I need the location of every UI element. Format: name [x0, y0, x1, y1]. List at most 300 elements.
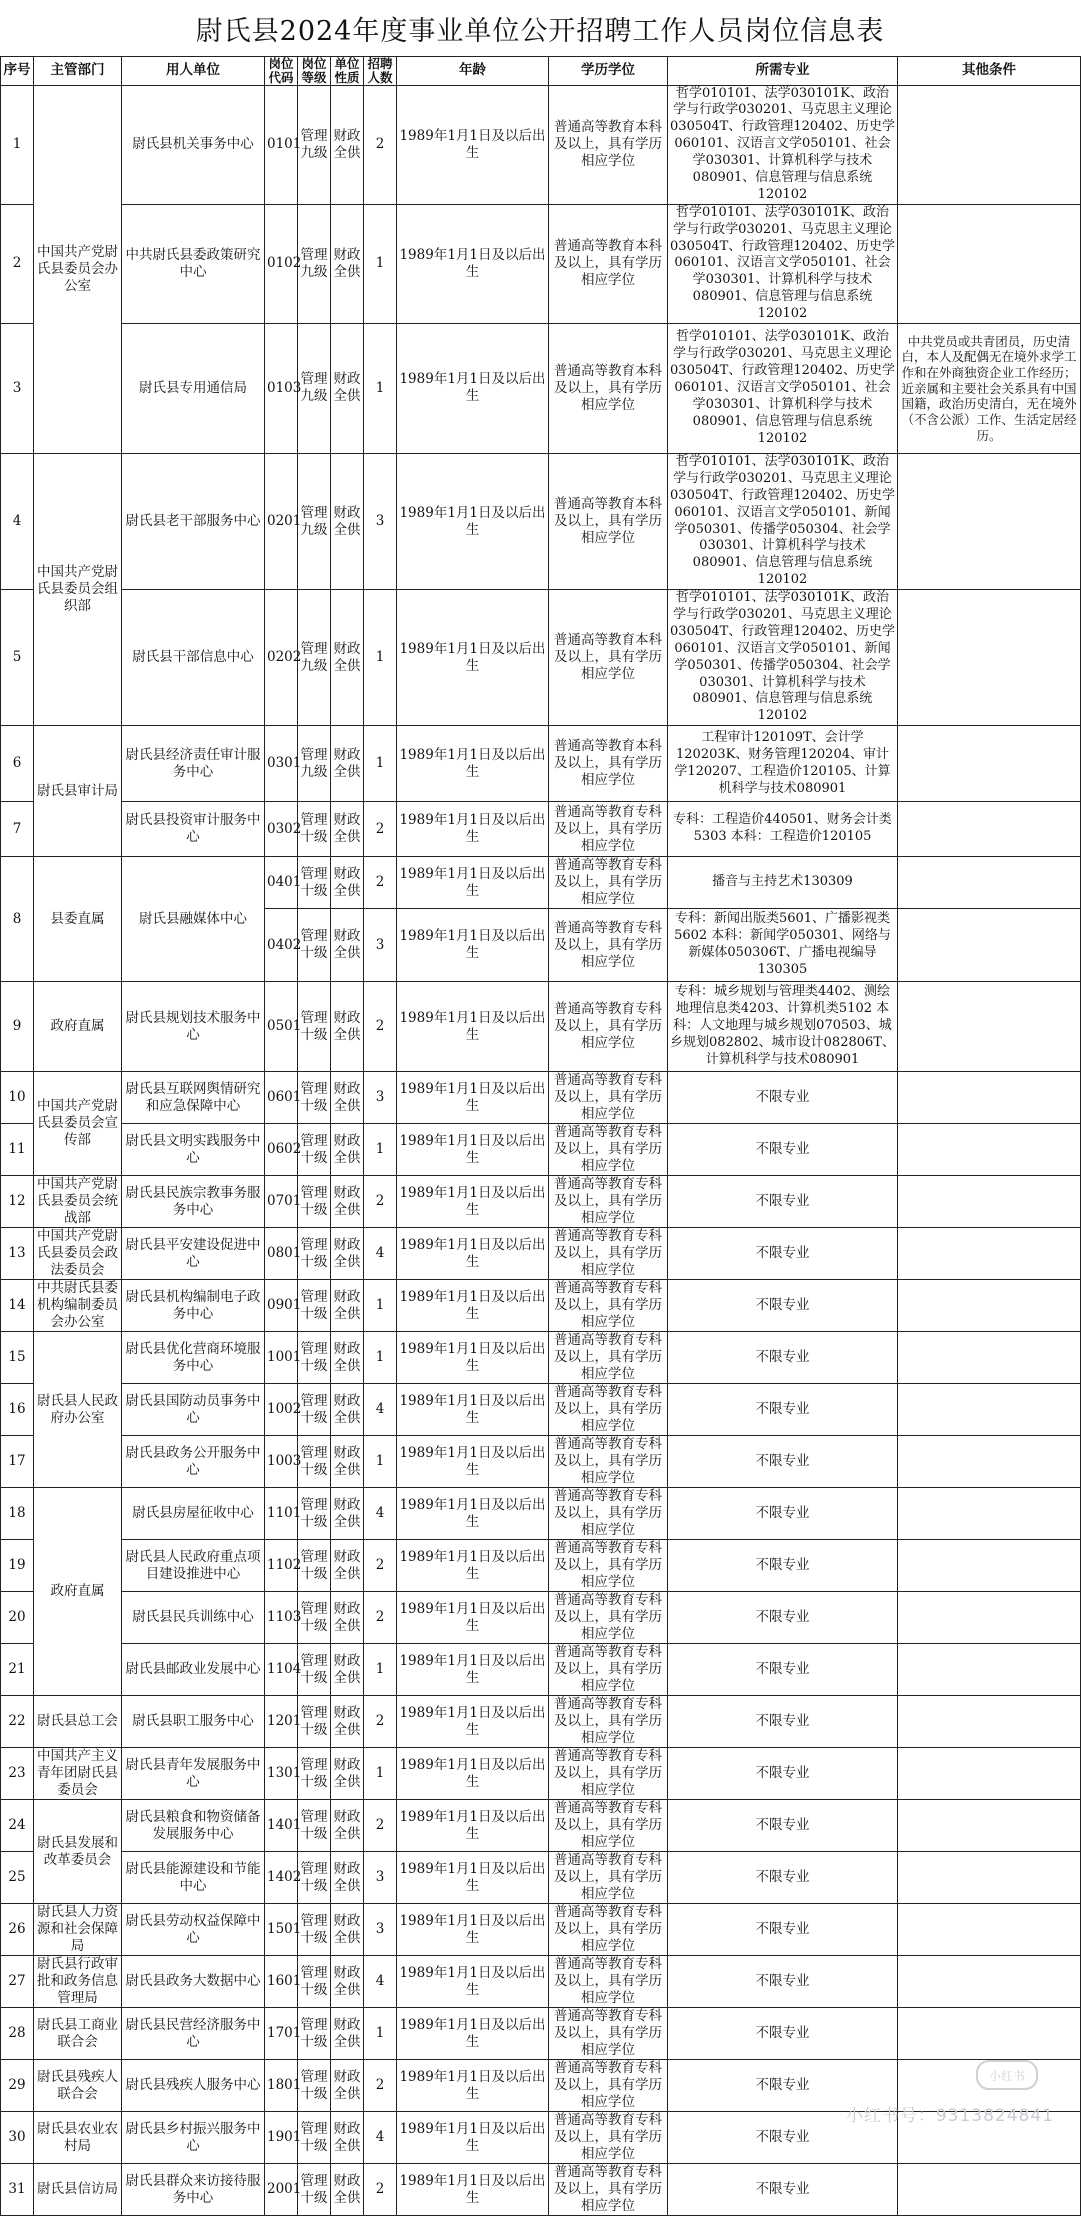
cell-no: 20 [1, 1592, 34, 1644]
cell-level: 管理十级 [298, 802, 331, 857]
cell-count: 2 [364, 857, 397, 909]
cell-code: 1103 [265, 1592, 298, 1644]
cell-code: 1701 [265, 2008, 298, 2060]
cell-no: 1 [1, 85, 34, 204]
cell-count: 2 [364, 982, 397, 1072]
cell-level: 管理十级 [298, 1228, 331, 1280]
cell-nature: 财政全供 [331, 1748, 364, 1800]
cell-code: 0801 [265, 1228, 298, 1280]
cell-other [898, 909, 1081, 982]
cell-nature: 财政全供 [331, 857, 364, 909]
cell-code: 0102 [265, 204, 298, 323]
cell-nature: 财政全供 [331, 909, 364, 982]
cell-dept: 尉氏县人力资源和社会保障局 [34, 1904, 122, 1956]
cell-code: 0501 [265, 982, 298, 1072]
cell-major: 专科：城乡规划与管理类4402、测绘地理信息类4203、计算机类5102 本科：人文地理与城乡规划070503、城乡规划082802、城市设计082806T、计算机科学与技术080901 [668, 982, 898, 1072]
watermark-id: 小红书号：9313824841 [845, 2106, 1054, 2126]
cell-other [898, 2164, 1081, 2216]
cell-unit: 尉氏县职工服务中心 [122, 1696, 265, 1748]
table-row [1, 802, 1081, 857]
cell-no: 4 [1, 453, 34, 589]
cell-unit: 尉氏县机构编制电子政务中心 [122, 1280, 265, 1332]
cell-major: 不限专业 [668, 1436, 898, 1488]
cell-edu: 普通高等教育专科及以上，具有学历相应学位 [549, 1436, 668, 1488]
cell-other [898, 1852, 1081, 1904]
cell-dept: 尉氏县工商业联合会 [34, 2008, 122, 2060]
cell-count: 2 [364, 1696, 397, 1748]
cell-edu: 普通高等教育专科及以上，具有学历相应学位 [549, 2008, 668, 2060]
cell-level: 管理十级 [298, 1696, 331, 1748]
cell-age: 1989年1月1日及以后出生 [397, 1072, 549, 1124]
cell-code: 1301 [265, 1748, 298, 1800]
cell-other [898, 1748, 1081, 1800]
cell-no: 10 [1, 1072, 34, 1124]
cell-unit: 尉氏县文明实践服务中心 [122, 1124, 265, 1176]
cell-edu: 普通高等教育专科及以上，具有学历相应学位 [549, 1644, 668, 1696]
cell-level: 管理十级 [298, 1332, 331, 1384]
cell-dept: 尉氏县总工会 [34, 1696, 122, 1748]
cell-other [898, 1124, 1081, 1176]
cell-age: 1989年1月1日及以后出生 [397, 1228, 549, 1280]
cell-no: 5 [1, 590, 34, 726]
cell-code: 1201 [265, 1696, 298, 1748]
table-row [1, 1904, 1081, 1956]
cell-dept: 中国共产党尉氏县委员会组织部 [34, 453, 122, 725]
cell-nature: 财政全供 [331, 1176, 364, 1228]
cell-age: 1989年1月1日及以后出生 [397, 1436, 549, 1488]
cell-count: 1 [364, 1280, 397, 1332]
cell-nature: 财政全供 [331, 1956, 364, 2008]
cell-level: 管理十级 [298, 1956, 331, 2008]
cell-count: 3 [364, 453, 397, 589]
cell-count: 3 [364, 1072, 397, 1124]
table-row [1, 857, 1081, 909]
cell-major: 不限专业 [668, 1644, 898, 1696]
cell-code: 1901 [265, 2112, 298, 2164]
cell-level: 管理十级 [298, 857, 331, 909]
cell-no: 7 [1, 802, 34, 857]
cell-edu: 普通高等教育专科及以上，具有学历相应学位 [549, 1748, 668, 1800]
table-row [1, 1072, 1081, 1124]
cell-no: 6 [1, 726, 34, 802]
cell-edu: 普通高等教育专科及以上，具有学历相应学位 [549, 1124, 668, 1176]
cell-dept: 尉氏县人民政府办公室 [34, 1332, 122, 1488]
cell-age: 1989年1月1日及以后出生 [397, 1696, 549, 1748]
cell-level: 管理十级 [298, 1748, 331, 1800]
cell-major: 不限专业 [668, 1800, 898, 1852]
table-row [1, 1280, 1081, 1332]
cell-no: 12 [1, 1176, 34, 1228]
cell-unit: 中共尉氏县委政策研究中心 [122, 204, 265, 323]
cell-age: 1989年1月1日及以后出生 [397, 1176, 549, 1228]
cell-no: 26 [1, 1904, 34, 1956]
cell-count: 1 [364, 204, 397, 323]
cell-age: 1989年1月1日及以后出生 [397, 453, 549, 589]
cell-dept: 政府直属 [34, 982, 122, 1072]
cell-major: 不限专业 [668, 1124, 898, 1176]
table-row [1, 204, 1081, 323]
cell-count: 2 [364, 1540, 397, 1592]
cell-unit: 尉氏县专用通信局 [122, 323, 265, 453]
cell-age: 1989年1月1日及以后出生 [397, 802, 549, 857]
job-table-container [0, 56, 1080, 2215]
cell-no: 28 [1, 2008, 34, 2060]
cell-no: 25 [1, 1852, 34, 1904]
cell-level: 管理九级 [298, 590, 331, 726]
cell-edu: 普通高等教育专科及以上，具有学历相应学位 [549, 1072, 668, 1124]
cell-dept: 中国共产党尉氏县委员会政法委员会 [34, 1228, 122, 1280]
cell-code: 0301 [265, 726, 298, 802]
job-table [0, 56, 1081, 2216]
cell-unit: 尉氏县干部信息中心 [122, 590, 265, 726]
header-nature: 单位性质 [331, 57, 364, 86]
table-row [1, 1540, 1081, 1592]
cell-code: 1101 [265, 1488, 298, 1540]
cell-count: 1 [364, 726, 397, 802]
cell-level: 管理十级 [298, 1072, 331, 1124]
cell-count: 1 [364, 1332, 397, 1384]
cell-age: 1989年1月1日及以后出生 [397, 204, 549, 323]
cell-major: 不限专业 [668, 2008, 898, 2060]
cell-dept: 县委直属 [34, 857, 122, 982]
cell-no: 11 [1, 1124, 34, 1176]
cell-edu: 普通高等教育专科及以上，具有学历相应学位 [549, 982, 668, 1072]
cell-count: 3 [364, 1852, 397, 1904]
cell-no: 15 [1, 1332, 34, 1384]
cell-level: 管理十级 [298, 1592, 331, 1644]
cell-no: 24 [1, 1800, 34, 1852]
cell-no: 3 [1, 323, 34, 453]
cell-age: 1989年1月1日及以后出生 [397, 1904, 549, 1956]
cell-other [898, 726, 1081, 802]
cell-level: 管理十级 [298, 1124, 331, 1176]
header-code: 岗位代码 [265, 57, 298, 86]
cell-no: 17 [1, 1436, 34, 1488]
cell-code: 1501 [265, 1904, 298, 1956]
cell-unit: 尉氏县政务公开服务中心 [122, 1436, 265, 1488]
cell-edu: 普通高等教育本科及以上，具有学历相应学位 [549, 590, 668, 726]
cell-no: 13 [1, 1228, 34, 1280]
cell-nature: 财政全供 [331, 1488, 364, 1540]
header-edu: 学历学位 [549, 57, 668, 86]
cell-level: 管理十级 [298, 1904, 331, 1956]
cell-edu: 普通高等教育本科及以上，具有学历相应学位 [549, 85, 668, 204]
cell-other [898, 1436, 1081, 1488]
cell-unit: 尉氏县国防动员事务中心 [122, 1384, 265, 1436]
cell-level: 管理十级 [298, 1488, 331, 1540]
cell-other [898, 1592, 1081, 1644]
cell-edu: 普通高等教育专科及以上，具有学历相应学位 [549, 2164, 668, 2216]
cell-dept: 政府直属 [34, 1488, 122, 1696]
table-row [1, 1748, 1081, 1800]
cell-edu: 普通高等教育专科及以上，具有学历相应学位 [549, 1956, 668, 2008]
cell-code: 0302 [265, 802, 298, 857]
cell-other [898, 1384, 1081, 1436]
cell-level: 管理九级 [298, 453, 331, 589]
cell-code: 1104 [265, 1644, 298, 1696]
table-row [1, 982, 1081, 1072]
cell-level: 管理十级 [298, 1644, 331, 1696]
cell-no: 16 [1, 1384, 34, 1436]
cell-age: 1989年1月1日及以后出生 [397, 85, 549, 204]
header-count: 招聘人数 [364, 57, 397, 86]
table-row [1, 1124, 1081, 1176]
cell-nature: 财政全供 [331, 2060, 364, 2112]
header-row [1, 57, 1081, 86]
cell-major: 不限专业 [668, 1540, 898, 1592]
cell-code: 0701 [265, 1176, 298, 1228]
cell-age: 1989年1月1日及以后出生 [397, 726, 549, 802]
cell-dept: 中国共产党尉氏县委员会统战部 [34, 1176, 122, 1228]
cell-edu: 普通高等教育专科及以上，具有学历相应学位 [549, 1332, 668, 1384]
cell-code: 0103 [265, 323, 298, 453]
cell-nature: 财政全供 [331, 85, 364, 204]
cell-edu: 普通高等教育专科及以上，具有学历相应学位 [549, 1852, 668, 1904]
cell-age: 1989年1月1日及以后出生 [397, 323, 549, 453]
cell-count: 2 [364, 1176, 397, 1228]
cell-unit: 尉氏县乡村振兴服务中心 [122, 2112, 265, 2164]
cell-count: 3 [364, 909, 397, 982]
cell-code: 0601 [265, 1072, 298, 1124]
cell-no: 22 [1, 1696, 34, 1748]
cell-major: 不限专业 [668, 1748, 898, 1800]
table-row [1, 453, 1081, 589]
cell-nature: 财政全供 [331, 590, 364, 726]
cell-major: 播音与主持艺术130309 [668, 857, 898, 909]
cell-major: 不限专业 [668, 1384, 898, 1436]
cell-nature: 财政全供 [331, 1124, 364, 1176]
cell-other [898, 2008, 1081, 2060]
cell-other [898, 85, 1081, 204]
cell-nature: 财政全供 [331, 1332, 364, 1384]
cell-no: 21 [1, 1644, 34, 1696]
cell-major: 哲学010101、法学030101K、政治学与行政学030201、马克思主义理论030504T、行政管理120402、历史学060101、汉语言文学050101、新闻学050301、传播学050304、社会学030301、计算机科学与技术080901、信息管理与信息系统120102 [668, 590, 898, 726]
cell-unit: 尉氏县经济责任审计服务中心 [122, 726, 265, 802]
cell-major: 不限专业 [668, 2060, 898, 2112]
cell-nature: 财政全供 [331, 1644, 364, 1696]
cell-count: 1 [364, 1124, 397, 1176]
cell-major: 不限专业 [668, 1488, 898, 1540]
cell-other [898, 1332, 1081, 1384]
cell-unit: 尉氏县规划技术服务中心 [122, 982, 265, 1072]
cell-age: 1989年1月1日及以后出生 [397, 1800, 549, 1852]
cell-level: 管理九级 [298, 323, 331, 453]
cell-unit: 尉氏县粮食和物资储备发展服务中心 [122, 1800, 265, 1852]
cell-level: 管理十级 [298, 2008, 331, 2060]
cell-edu: 普通高等教育专科及以上，具有学历相应学位 [549, 1176, 668, 1228]
cell-age: 1989年1月1日及以后出生 [397, 1488, 549, 1540]
cell-age: 1989年1月1日及以后出生 [397, 1280, 549, 1332]
cell-level: 管理十级 [298, 1852, 331, 1904]
cell-major: 不限专业 [668, 1332, 898, 1384]
cell-nature: 财政全供 [331, 1800, 364, 1852]
cell-nature: 财政全供 [331, 1904, 364, 1956]
cell-other [898, 1800, 1081, 1852]
cell-level: 管理九级 [298, 726, 331, 802]
cell-code: 1001 [265, 1332, 298, 1384]
cell-major: 专科：工程造价440501、财务会计类5303 本科：工程造价120105 [668, 802, 898, 857]
cell-level: 管理十级 [298, 2060, 331, 2112]
cell-other [898, 1280, 1081, 1332]
cell-age: 1989年1月1日及以后出生 [397, 590, 549, 726]
cell-major: 哲学010101、法学030101K、政治学与行政学030201、马克思主义理论030504T、行政管理120402、历史学060101、汉语言文学050101、社会学030301、计算机科学与技术080901、信息管理与信息系统120102 [668, 204, 898, 323]
cell-age: 1989年1月1日及以后出生 [397, 1956, 549, 2008]
cell-code: 1402 [265, 1852, 298, 1904]
table-row [1, 85, 1081, 204]
cell-other [898, 1488, 1081, 1540]
cell-major: 哲学010101、法学030101K、政治学与行政学030201、马克思主义理论030504T、行政管理120402、历史学060101、汉语言文学050101、社会学030301、计算机科学与技术080901、信息管理与信息系统120102 [668, 85, 898, 204]
cell-code: 1003 [265, 1436, 298, 1488]
cell-age: 1989年1月1日及以后出生 [397, 2112, 549, 2164]
cell-count: 1 [364, 2008, 397, 2060]
cell-edu: 普通高等教育专科及以上，具有学历相应学位 [549, 1280, 668, 1332]
cell-other [898, 1072, 1081, 1124]
cell-other [898, 1176, 1081, 1228]
table-row [1, 1488, 1081, 1540]
cell-count: 4 [364, 2112, 397, 2164]
cell-edu: 普通高等教育专科及以上，具有学历相应学位 [549, 2060, 668, 2112]
cell-unit: 尉氏县能源建设和节能中心 [122, 1852, 265, 1904]
table-row [1, 1800, 1081, 1852]
cell-unit: 尉氏县平安建设促进中心 [122, 1228, 265, 1280]
cell-edu: 普通高等教育专科及以上，具有学历相应学位 [549, 1384, 668, 1436]
cell-unit: 尉氏县政务大数据中心 [122, 1956, 265, 2008]
cell-unit: 尉氏县残疾人服务中心 [122, 2060, 265, 2112]
table-row [1, 323, 1081, 453]
table-row [1, 1384, 1081, 1436]
cell-unit: 尉氏县互联网舆情研究和应急保障中心 [122, 1072, 265, 1124]
cell-edu: 普通高等教育本科及以上，具有学历相应学位 [549, 323, 668, 453]
cell-count: 2 [364, 1592, 397, 1644]
cell-other [898, 453, 1081, 589]
cell-major: 不限专业 [668, 2112, 898, 2164]
cell-edu: 普通高等教育专科及以上，具有学历相应学位 [549, 1904, 668, 1956]
cell-dept: 中国共产主义青年团尉氏县委员会 [34, 1748, 122, 1800]
cell-age: 1989年1月1日及以后出生 [397, 1124, 549, 1176]
cell-level: 管理十级 [298, 982, 331, 1072]
cell-count: 3 [364, 1904, 397, 1956]
cell-level: 管理十级 [298, 1540, 331, 1592]
cell-edu: 普通高等教育专科及以上，具有学历相应学位 [549, 1228, 668, 1280]
header-major: 所需专业 [668, 57, 898, 86]
cell-other [898, 802, 1081, 857]
cell-nature: 财政全供 [331, 1280, 364, 1332]
cell-age: 1989年1月1日及以后出生 [397, 1748, 549, 1800]
cell-unit: 尉氏县邮政业发展中心 [122, 1644, 265, 1696]
header-unit: 用人单位 [122, 57, 265, 86]
cell-major: 哲学010101、法学030101K、政治学与行政学030201、马克思主义理论030504T、行政管理120402、历史学060101、汉语言文学050101、新闻学050301、传播学050304、社会学030301、计算机科学与技术080901、信息管理与信息系统120102 [668, 453, 898, 589]
cell-unit: 尉氏县机关事务中心 [122, 85, 265, 204]
cell-level: 管理十级 [298, 1436, 331, 1488]
cell-code: 0901 [265, 1280, 298, 1332]
table-row [1, 1696, 1081, 1748]
cell-dept: 尉氏县农业农村局 [34, 2112, 122, 2164]
cell-level: 管理十级 [298, 1280, 331, 1332]
cell-major: 不限专业 [668, 1592, 898, 1644]
cell-nature: 财政全供 [331, 1852, 364, 1904]
cell-nature: 财政全供 [331, 726, 364, 802]
cell-level: 管理十级 [298, 2112, 331, 2164]
cell-dept: 中国共产党尉氏县委员会宣传部 [34, 1072, 122, 1176]
cell-age: 1989年1月1日及以后出生 [397, 982, 549, 1072]
cell-no: 30 [1, 2112, 34, 2164]
cell-dept: 尉氏县发展和改革委员会 [34, 1800, 122, 1904]
cell-major: 工程审计120109T、会计学120203K、财务管理120204、审计学120207、工程造价120105、计算机科学与技术080901 [668, 726, 898, 802]
cell-unit: 尉氏县群众来访接待服务中心 [122, 2164, 265, 2216]
watermark-badge: 小红书 [976, 2060, 1038, 2090]
cell-edu: 普通高等教育本科及以上，具有学历相应学位 [549, 726, 668, 802]
cell-age: 1989年1月1日及以后出生 [397, 2008, 549, 2060]
table-row [1, 1956, 1081, 2008]
table-row [1, 1176, 1081, 1228]
cell-nature: 财政全供 [331, 1540, 364, 1592]
cell-edu: 普通高等教育专科及以上，具有学历相应学位 [549, 1592, 668, 1644]
cell-no: 9 [1, 982, 34, 1072]
cell-unit: 尉氏县投资审计服务中心 [122, 802, 265, 857]
cell-major: 不限专业 [668, 1904, 898, 1956]
cell-age: 1989年1月1日及以后出生 [397, 1592, 549, 1644]
cell-unit: 尉氏县融媒体中心 [122, 857, 265, 982]
cell-major: 不限专业 [668, 1956, 898, 2008]
cell-nature: 财政全供 [331, 1436, 364, 1488]
cell-nature: 财政全供 [331, 2008, 364, 2060]
cell-nature: 财政全供 [331, 204, 364, 323]
cell-major: 不限专业 [668, 1852, 898, 1904]
cell-count: 2 [364, 85, 397, 204]
table-row [1, 1852, 1081, 1904]
cell-code: 1801 [265, 2060, 298, 2112]
cell-unit: 尉氏县劳动权益保障中心 [122, 1904, 265, 1956]
cell-code: 1102 [265, 1540, 298, 1592]
table-row [1, 1644, 1081, 1696]
cell-code: 1401 [265, 1800, 298, 1852]
cell-count: 2 [364, 802, 397, 857]
cell-dept: 尉氏县信访局 [34, 2164, 122, 2216]
cell-major: 不限专业 [668, 2164, 898, 2216]
cell-nature: 财政全供 [331, 1228, 364, 1280]
cell-code: 0401 [265, 857, 298, 909]
cell-code: 1601 [265, 1956, 298, 2008]
cell-other [898, 1904, 1081, 1956]
cell-other [898, 982, 1081, 1072]
cell-code: 0101 [265, 85, 298, 204]
cell-other [898, 1956, 1081, 2008]
header-no: 序号 [1, 57, 34, 86]
cell-dept: 尉氏县行政审批和政务信息管理局 [34, 1956, 122, 2008]
cell-age: 1989年1月1日及以后出生 [397, 2060, 549, 2112]
cell-unit: 尉氏县民营经济服务中心 [122, 2008, 265, 2060]
cell-nature: 财政全供 [331, 323, 364, 453]
cell-no: 31 [1, 2164, 34, 2216]
cell-nature: 财政全供 [331, 1696, 364, 1748]
cell-level: 管理十级 [298, 1384, 331, 1436]
cell-code: 0602 [265, 1124, 298, 1176]
cell-age: 1989年1月1日及以后出生 [397, 1384, 549, 1436]
cell-nature: 财政全供 [331, 982, 364, 1072]
cell-dept: 中共尉氏县委机构编制委员会办公室 [34, 1280, 122, 1332]
cell-unit: 尉氏县青年发展服务中心 [122, 1748, 265, 1800]
cell-major: 不限专业 [668, 1696, 898, 1748]
cell-unit: 尉氏县人民政府重点项目建设推进中心 [122, 1540, 265, 1592]
cell-edu: 普通高等教育本科及以上，具有学历相应学位 [549, 453, 668, 589]
cell-edu: 普通高等教育专科及以上，具有学历相应学位 [549, 1800, 668, 1852]
cell-no: 18 [1, 1488, 34, 1540]
cell-count: 4 [364, 1488, 397, 1540]
cell-edu: 普通高等教育专科及以上，具有学历相应学位 [549, 909, 668, 982]
cell-level: 管理十级 [298, 1176, 331, 1228]
cell-unit: 尉氏县老干部服务中心 [122, 453, 265, 589]
cell-nature: 财政全供 [331, 1072, 364, 1124]
